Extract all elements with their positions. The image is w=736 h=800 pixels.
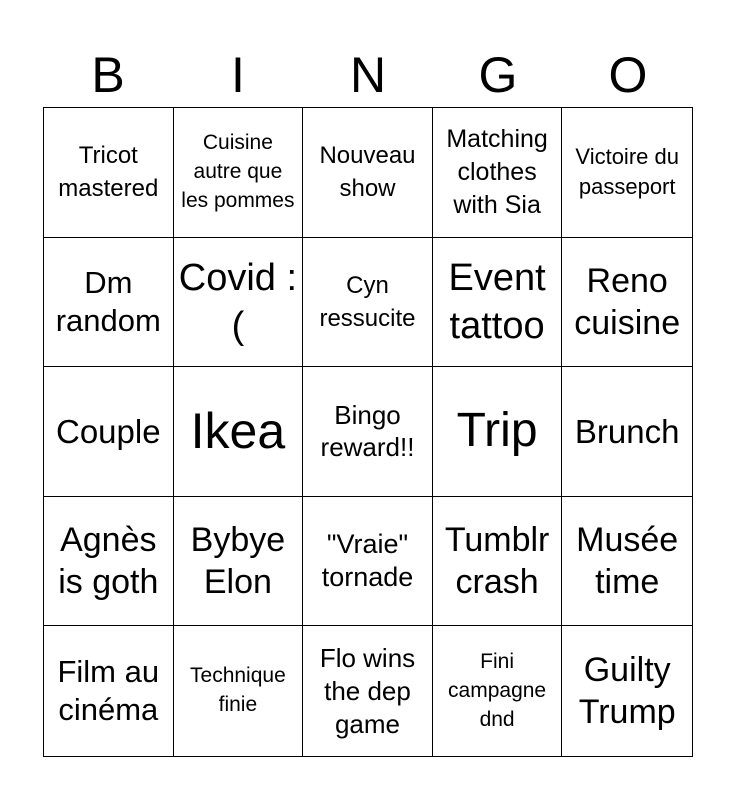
bingo-cell[interactable] (174, 497, 304, 627)
cell-label: Tricot mastered (58, 142, 159, 203)
cell-label: Cyn ressucite (319, 271, 416, 332)
bingo-cell[interactable] (562, 497, 692, 627)
cell-label: Bingo reward!! (320, 399, 415, 463)
cell-label: Reno cuisine (574, 261, 681, 342)
bingo-cell[interactable] (303, 626, 433, 756)
header-letter-o: O (608, 47, 648, 103)
cell-label: Trip (456, 404, 538, 458)
cell-label: Cuisine autre que les pommes (181, 130, 295, 212)
bingo-cell[interactable] (44, 497, 174, 627)
cell-label: Tumblr crash (444, 520, 550, 602)
bingo-cell[interactable] (562, 108, 692, 238)
bingo-cell[interactable] (174, 108, 304, 238)
cell-label: Film au cinéma (57, 654, 160, 728)
bingo-cell[interactable] (44, 238, 174, 368)
cell-label: Ikea (190, 402, 286, 459)
bingo-cell[interactable] (433, 367, 563, 497)
cell-label: Fini campagne dnd (448, 649, 547, 731)
cell-label: Victoire du passeport (575, 144, 679, 200)
bingo-cell[interactable] (562, 626, 692, 756)
bingo-header (43, 42, 693, 108)
bingo-cell[interactable] (44, 626, 174, 756)
bingo-cell[interactable] (174, 367, 304, 497)
cell-label: Nouveau show (319, 142, 416, 203)
bingo-cell[interactable] (303, 108, 433, 238)
bingo-cell[interactable] (433, 497, 563, 627)
cell-label: Technique finie (190, 664, 286, 717)
bingo-cell[interactable] (303, 497, 433, 627)
cell-label: Event tattoo (448, 256, 546, 347)
bingo-cell[interactable] (303, 238, 433, 368)
header-letter-n: N (349, 47, 387, 103)
bingo-cell[interactable] (303, 367, 433, 497)
bingo-cell[interactable] (562, 238, 692, 368)
bingo-cell[interactable] (562, 367, 692, 497)
bingo-cell[interactable] (433, 626, 563, 756)
cell-label: Brunch (574, 412, 680, 450)
cell-label: Guilty Trump (578, 651, 676, 732)
cell-label: "Vraie" tornade (321, 529, 414, 593)
cell-label: Matching clothes with Sia (446, 124, 548, 219)
bingo-cell[interactable] (174, 238, 304, 368)
header-letter-i: I (231, 47, 245, 103)
bingo-cell[interactable] (433, 108, 563, 238)
cell-label: Musée time (576, 520, 679, 602)
cell-label: Covid :( (178, 256, 298, 347)
bingo-cell[interactable] (433, 238, 563, 368)
bingo-cell[interactable] (174, 626, 304, 756)
cell-label: Dm random (55, 264, 161, 338)
header-letter-g: G (478, 47, 518, 103)
bingo-cell[interactable] (44, 108, 174, 238)
cell-label: Agnès is goth (58, 520, 159, 602)
cell-label: Bybye Elon (190, 520, 286, 602)
bingo-board (43, 107, 693, 757)
bingo-cell[interactable] (44, 367, 174, 497)
cell-label: Flo wins the dep game (319, 643, 416, 739)
header-letter-b: B (91, 47, 125, 103)
cell-label: Couple (56, 412, 161, 450)
